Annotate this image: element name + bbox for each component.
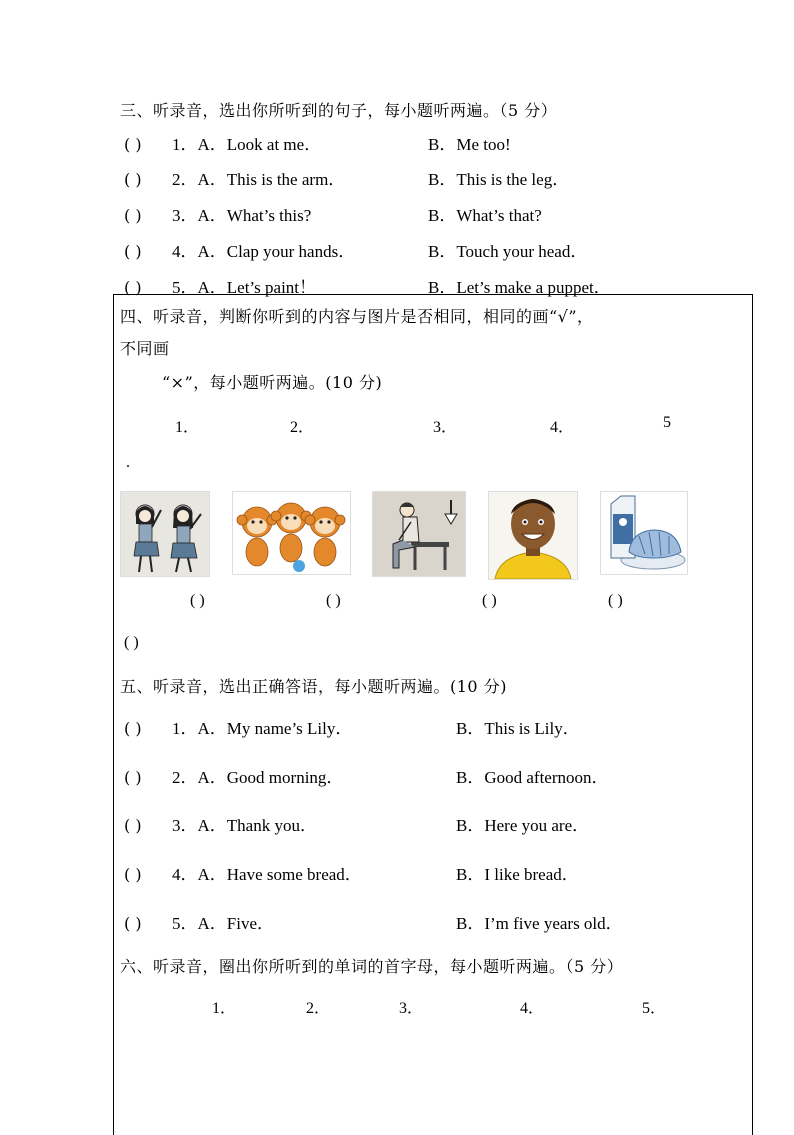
section6-heading: 六、听录音，圈出你所听到的单词的首字母，每小题听两遍。（5 分）	[120, 957, 624, 976]
section6-number-2: 2．	[306, 1000, 331, 1017]
section3-item-2	[124, 165, 345, 190]
picture-number-5: 5	[663, 414, 671, 431]
section4-heading-line1: 四、听录音，判断你听到的内容与图片是否相同，相同的画“√”，	[120, 307, 594, 326]
picture-milk-bread	[600, 491, 688, 575]
section4-heading-line3: “×”，每小题听两遍。(10 分)	[162, 373, 383, 392]
picture-man-sitting	[372, 491, 466, 577]
section6-number-1: 1．	[212, 1000, 237, 1017]
option-a: 5．A．Five．	[172, 914, 274, 933]
picture-answer-4[interactable]: ( )	[608, 592, 623, 609]
section3-heading: 三、听录音，选出你所听到的句子，每小题听两遍。（5 分）	[120, 101, 558, 120]
option-a: 4．A．Have some bread．	[172, 865, 362, 884]
section6-number-3: 3．	[399, 1000, 424, 1017]
section6-number-4: 4．	[520, 1000, 545, 1017]
option-a: 2．A．Good morning．	[172, 768, 344, 787]
two-girls-waving-icon	[121, 492, 209, 576]
answer-blank[interactable]: ( )	[124, 816, 142, 835]
picture-answer-3[interactable]: ( )	[482, 592, 497, 609]
section3-item-3	[124, 201, 311, 226]
man-sitting-icon	[373, 492, 465, 576]
answer-blank[interactable]: ( )	[124, 768, 142, 787]
milk-bread-icon	[601, 492, 687, 574]
trailing-dot: .	[126, 454, 130, 471]
section5-item-1-option-b: B．This is Lily．	[456, 719, 580, 738]
section6-number-5: 5．	[642, 1000, 667, 1017]
section5-item-5-option-b: B．I’m five years old．	[456, 914, 623, 933]
section3-item-3-option-b: B．What’s that?	[428, 206, 542, 225]
section5-item-2-option-b: B．Good afternoon．	[456, 768, 609, 787]
picture-two-girls	[120, 491, 210, 577]
answer-blank[interactable]: ( )	[124, 914, 142, 933]
answer-blank[interactable]: ( )	[124, 170, 142, 189]
section3-item-4-option-b: B．Touch your head．	[428, 242, 588, 261]
picture-answer-2[interactable]: ( )	[326, 592, 341, 609]
section5-item-3	[124, 811, 317, 836]
picture-smiling-boy	[488, 491, 578, 580]
section3-item-1	[124, 130, 321, 155]
section5-item-3-option-b: B．Here you are．	[456, 816, 590, 835]
picture-answer-5[interactable]: ( )	[124, 634, 139, 651]
option-a: 3．A．Thank you．	[172, 816, 317, 835]
answer-blank[interactable]: ( )	[124, 135, 142, 154]
section5-heading: 五、听录音，选出正确答语，每小题听两遍。(10 分)	[120, 677, 507, 696]
option-a: 1．A．My name’s Lily．	[172, 719, 353, 738]
section5-item-1	[124, 714, 352, 739]
section3-item-4	[124, 237, 355, 262]
section3-item-5-option-b: B．Let’s make a puppet．	[428, 278, 611, 297]
option-a: 1．A．Look at me．	[172, 135, 322, 154]
picture-three-monkeys	[232, 491, 351, 575]
answer-blank[interactable]: ( )	[124, 719, 142, 738]
smiling-boy-icon	[489, 492, 577, 579]
section3-item-2-option-b: B．This is the leg．	[428, 170, 570, 189]
option-a: 2．A．This is the arm．	[172, 170, 346, 189]
answer-blank[interactable]: ( )	[124, 865, 142, 884]
answer-blank[interactable]: ( )	[124, 278, 142, 297]
picture-number-1: 1．	[175, 419, 200, 436]
option-a: 4．A．Clap your hands．	[172, 242, 356, 261]
section5-item-5	[124, 909, 274, 934]
option-a: 5．A．Let’s paint！	[172, 278, 317, 297]
picture-number-2: 2．	[290, 419, 315, 436]
answer-blank[interactable]: ( )	[124, 206, 142, 225]
section5-item-4-option-b: B．I like bread．	[456, 865, 579, 884]
picture-number-4: 4．	[550, 419, 575, 436]
section5-item-4	[124, 860, 362, 885]
three-monkeys-icon	[233, 492, 350, 574]
picture-answer-1[interactable]: ( )	[190, 592, 205, 609]
picture-number-3: 3．	[433, 419, 458, 436]
answer-blank[interactable]: ( )	[124, 242, 142, 261]
section3-item-1-option-b: B．Me too!	[428, 135, 511, 154]
section4-heading-line2: 不同画	[120, 339, 170, 358]
section5-item-2	[124, 763, 343, 788]
option-a: 3．A．What’s this?	[172, 206, 312, 225]
